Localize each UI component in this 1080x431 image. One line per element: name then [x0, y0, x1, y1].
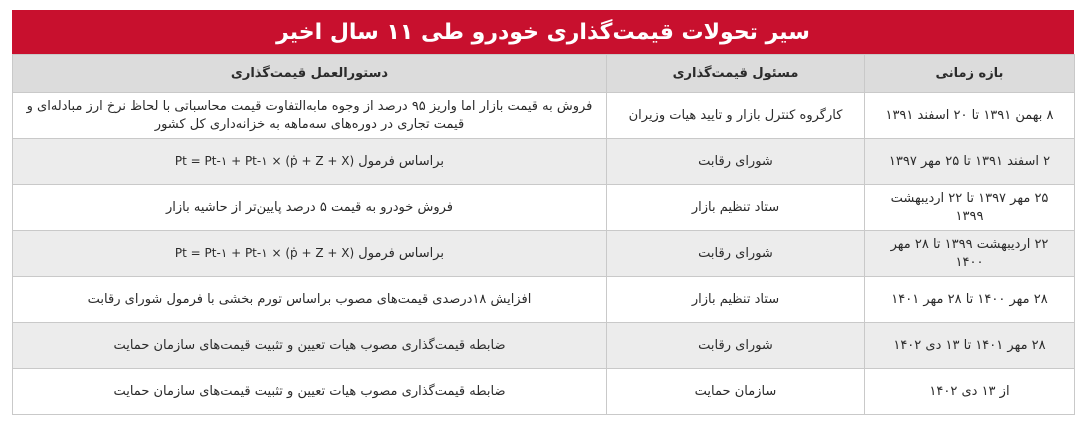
- pricing-history-table-panel: [12, 10, 1074, 422]
- table-row: [13, 323, 1075, 369]
- rule-cell: [13, 139, 607, 185]
- header-period: بازه زمانی: [865, 55, 1075, 93]
- rule-cell: [13, 231, 607, 277]
- table-row: [13, 277, 1075, 323]
- period-cell: ۲۸ مهر ۱۴۰۰ تا ۲۸ مهر ۱۴۰۱: [865, 277, 1075, 323]
- header-rule: دستورالعمل قیمت‌گذاری: [13, 55, 607, 93]
- rule-cell: ضابطه قیمت‌گذاری مصوب هیات تعیین و تثبیت قیمت‌های سازمان حمایت: [13, 323, 607, 369]
- table-row: [13, 139, 1075, 185]
- period-cell: ۲۵ مهر ۱۳۹۷ تا ۲۲ اردیبهشت ۱۳۹۹: [865, 185, 1075, 231]
- authority-cell: شورای رقابت: [607, 139, 865, 185]
- rule-text: براساس فرمول: [358, 154, 445, 169]
- table-title: سیر تحولات قیمت‌گذاری خودرو طی ۱۱ سال اخیر: [12, 10, 1074, 54]
- authority-cell: ستاد تنظیم بازار: [607, 185, 865, 231]
- header-row: [13, 55, 1075, 93]
- authority-cell: شورای رقابت: [607, 231, 865, 277]
- rule-cell: فروش خودرو به قیمت ۵ درصد پایین‌تر از حاشیه بازار: [13, 185, 607, 231]
- authority-cell: کارگروه کنترل بازار و تایید هیات وزیران: [607, 93, 865, 139]
- pricing-history-table: [12, 54, 1075, 415]
- rule-cell: ضابطه قیمت‌گذاری مصوب هیات تعیین و تثبیت قیمت‌های سازمان حمایت: [13, 369, 607, 415]
- period-cell: از ۱۳ دی ۱۴۰۲: [865, 369, 1075, 415]
- header-authority: مسئول قیمت‌گذاری: [607, 55, 865, 93]
- price-formula: Pt = Pt-۱ + Pt-۱ × (ṗ + Z + X): [174, 246, 355, 260]
- table-row: [13, 185, 1075, 231]
- rule-cell: افزایش ۱۸درصدی قیمت‌های مصوب براساس تورم بخشی با فرمول شورای رقابت: [13, 277, 607, 323]
- period-cell: ۲ اسفند ۱۳۹۱ تا ۲۵ مهر ۱۳۹۷: [865, 139, 1075, 185]
- price-formula: Pt = Pt-۱ + Pt-۱ × (ṗ + Z + X): [174, 154, 355, 168]
- table-row: [13, 369, 1075, 415]
- period-cell: ۸ بهمن ۱۳۹۱ تا ۲۰ اسفند ۱۳۹۱: [865, 93, 1075, 139]
- table-row: [13, 93, 1075, 139]
- rule-text: براساس فرمول: [358, 246, 445, 261]
- period-cell: ۲۲ اردیبهشت ۱۳۹۹ تا ۲۸ مهر ۱۴۰۰: [865, 231, 1075, 277]
- rule-cell: فروش به قیمت بازار اما واریز ۹۵ درصد از وجوه مابه‌التفاوت قیمت محاسباتی با لحاظ نرخ ارز مبادله‌ای و قیمت تجاری در دوره‌های سه‌ماهه به خزانه‌داری کل کشور: [13, 93, 607, 139]
- authority-cell: ستاد تنظیم بازار: [607, 277, 865, 323]
- table-row: [13, 231, 1075, 277]
- authority-cell: شورای رقابت: [607, 323, 865, 369]
- period-cell: ۲۸ مهر ۱۴۰۱ تا ۱۳ دی ۱۴۰۲: [865, 323, 1075, 369]
- authority-cell: سازمان حمایت: [607, 369, 865, 415]
